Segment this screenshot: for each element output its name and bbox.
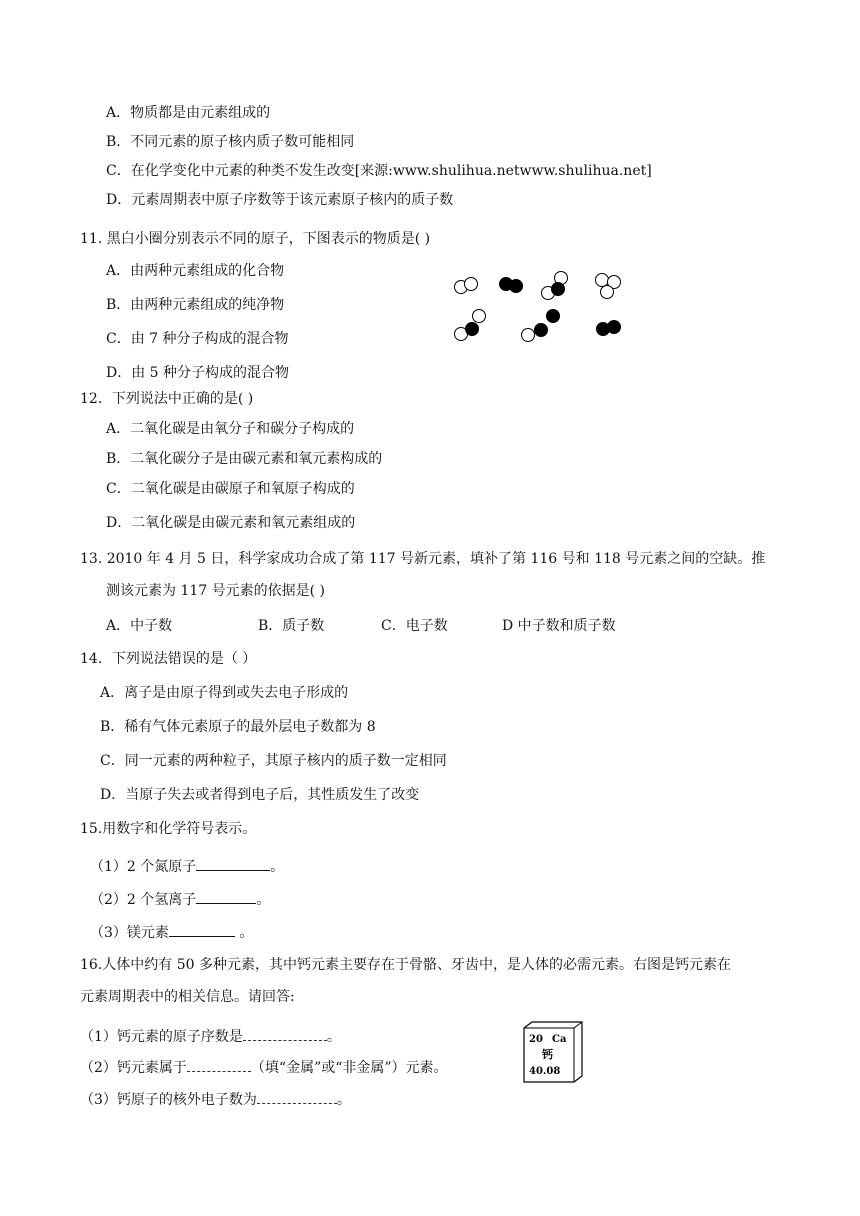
q16-item-2 <box>80 1057 448 1077</box>
q13-stem-line1: 13. 2010 年 4 月 5 日，科学家成功合成了第 117 号新元素，填补了第 116 号和 118 号元素之间的空缺。推 <box>80 551 766 567</box>
q10-option-d: D．元素周期表中原子序数等于该元素原子核内的质子数 <box>106 192 454 208</box>
q16-item-3-prefix: （3）钙原子的核外电子数为 <box>80 1092 257 1108</box>
q16-answer-blank-2[interactable] <box>187 1057 251 1072</box>
q16-item-2-suffix: （填“金属”或“非金属”）元素。 <box>250 1060 448 1076</box>
molecule-atom-black <box>510 280 523 293</box>
q16-stem-line1: 16.人体中约有 50 多种元素，其中钙元素主要存在于骨骼、牙齿中，是人体的必需元素。右图是钙元素在 <box>80 957 731 973</box>
molecule-atom-white <box>473 310 486 323</box>
q15-answer-blank-2[interactable] <box>196 889 256 904</box>
q10-option-c: C．在化学变化中元素的种类不发生改变[来源:www.shulihua.netwww.shulihua.net] <box>106 163 652 179</box>
q15-item-2-suffix: 。 <box>256 892 271 908</box>
q15-item-3-suffix: 。 <box>234 925 254 941</box>
molecule-atom-white <box>601 286 614 299</box>
q15-item-3-prefix: （3）镁元素 <box>90 925 169 941</box>
q15-item-3 <box>90 922 253 942</box>
molecule-atom-black <box>466 323 479 336</box>
q15-stem: 15.用数字和化学符号表示。 <box>80 821 257 837</box>
molecule-atom-white <box>465 278 478 291</box>
q13-stem-line2: 测该元素为 117 号元素的依据是( ) <box>106 583 325 599</box>
q11-stem: 11. 黑白小圈分别表示不同的原子，下图表示的物质是( ) <box>80 231 431 247</box>
q13-option-c: C．电子数 <box>381 618 448 634</box>
element-name: 钙 <box>542 1048 553 1061</box>
q10-option-a: A．物质都是由元素组成的 <box>106 105 271 121</box>
q12-stem: 12．下列说法中正确的是( ) <box>80 391 254 407</box>
q16-item-3 <box>80 1089 351 1109</box>
q16-answer-blank-1[interactable] <box>243 1026 327 1041</box>
q13-option-a: A．中子数 <box>106 618 173 634</box>
q16-item-3-suffix: 。 <box>336 1092 351 1108</box>
q11-option-a: A．由两种元素组成的化合物 <box>106 263 285 279</box>
molecule-atom-white <box>522 329 535 342</box>
q16-item-1-prefix: （1）钙元素的原子序数是 <box>80 1029 243 1045</box>
q10-option-b: B．不同元素的原子核内质子数可能相同 <box>106 134 355 150</box>
q14-option-a: A．离子是由原子得到或失去电子形成的 <box>100 685 349 701</box>
q16-item-2-prefix: （2）钙元素属于 <box>80 1060 187 1076</box>
molecule-atom-black <box>535 324 548 337</box>
q14-option-b: B．稀有气体元素原子的最外层电子数都为 8 <box>100 719 376 735</box>
q15-item-2 <box>90 889 270 909</box>
molecule-atom-white <box>596 274 609 287</box>
element-atomic-mass: 40.08 <box>529 1066 561 1077</box>
molecule-diagram <box>450 268 640 348</box>
q16-item-1-suffix: 。 <box>326 1029 341 1045</box>
element-symbol: Ca <box>552 1034 567 1045</box>
q15-item-1-suffix: 。 <box>270 859 285 875</box>
element-atomic-number: 20 <box>529 1034 543 1045</box>
q16-answer-blank-3[interactable] <box>257 1089 337 1104</box>
q14-stem: 14．下列说法错误的是（ ） <box>80 651 257 667</box>
q12-option-b: B．二氧化碳分子是由碳元素和氧元素构成的 <box>106 451 383 467</box>
q11-option-d: D．由 5 种分子构成的混合物 <box>106 365 290 381</box>
q13-option-d: D 中子数和质子数 <box>502 618 616 634</box>
q15-item-1 <box>90 856 284 876</box>
molecule-atom-black <box>608 321 621 334</box>
q15-answer-blank-3[interactable] <box>169 922 235 937</box>
molecule-atom-black <box>547 310 560 323</box>
q16-stem-line2: 元素周期表中的相关信息。请回答: <box>80 989 295 1005</box>
q12-option-c: C．二氧化碳是由碳原子和氧原子构成的 <box>106 481 355 497</box>
q13-option-b: B．质子数 <box>258 618 325 634</box>
q11-option-c: C．由 7 种分子构成的混合物 <box>106 331 289 347</box>
q14-option-d: D．当原子失去或者得到电子后，其性质发生了改变 <box>100 787 420 803</box>
calcium-element-card <box>522 1020 584 1086</box>
q14-option-c: C．同一元素的两种粒子，其原子核内的质子数一定相同 <box>100 753 447 769</box>
q12-option-a: A．二氧化碳是由氧分子和碳分子构成的 <box>106 421 355 437</box>
q15-item-1-prefix: （1）2 个氮原子 <box>90 859 197 875</box>
molecule-atom-black <box>552 283 565 296</box>
q16-item-1 <box>80 1026 341 1046</box>
q12-option-d: D．二氧化碳是由碳元素和氧元素组成的 <box>106 515 356 531</box>
q15-answer-blank-1[interactable] <box>196 856 270 871</box>
q11-option-b: B．由两种元素组成的纯净物 <box>106 297 285 313</box>
q15-item-2-prefix: （2）2 个氢离子 <box>90 892 197 908</box>
